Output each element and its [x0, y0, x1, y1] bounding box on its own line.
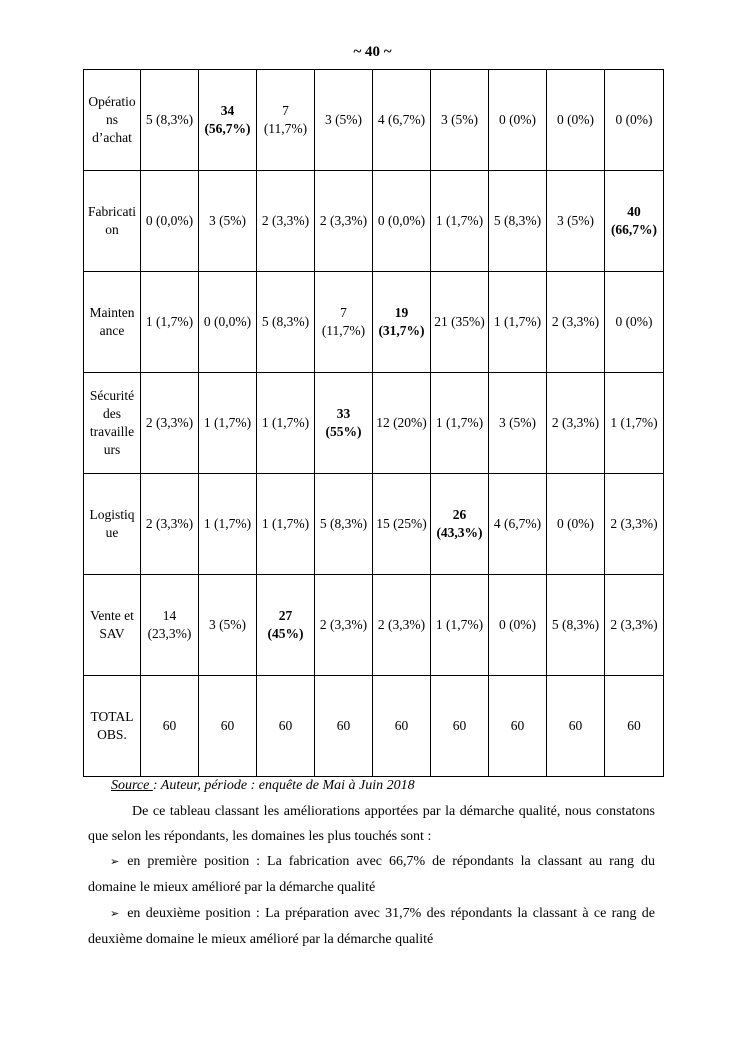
table-cell: 34 (56,7%) [199, 70, 257, 171]
table-cell: 3 (5%) [199, 171, 257, 272]
table-cell: 4 (6,7%) [373, 70, 431, 171]
table-cell: 26 (43,3%) [431, 474, 489, 575]
table-cell: 0 (0%) [489, 575, 547, 676]
source-label: Source [111, 778, 153, 793]
row-label: Vente et SAV [84, 575, 141, 676]
table-cell: 0 (0%) [547, 474, 605, 575]
table-cell: 60 [199, 676, 257, 777]
table-row [84, 373, 664, 474]
table-cell: 0 (0%) [547, 70, 605, 171]
table-row [84, 70, 664, 171]
table-cell: 0 (0%) [605, 70, 664, 171]
table-row [84, 474, 664, 575]
table-cell: 1 (1,7%) [199, 474, 257, 575]
table-cell: 33 (55%) [315, 373, 373, 474]
table-cell: 4 (6,7%) [489, 474, 547, 575]
intro-paragraph: De ce tableau classant les améliorations apportées par la démarche qualité, nous constatons que selon les répondants, les domaines les plus touchés sont : [88, 804, 655, 844]
table-cell: 60 [315, 676, 373, 777]
table-cell: 0 (0,0%) [141, 171, 199, 272]
table-cell: 2 (3,3%) [141, 373, 199, 474]
table-cell: 2 (3,3%) [605, 474, 664, 575]
table-row [84, 171, 664, 272]
table-cell: 0 (0%) [605, 272, 664, 373]
table-row [84, 676, 664, 777]
row-label: Logistique [84, 474, 141, 575]
table-cell: 40 (66,7%) [605, 171, 664, 272]
bullet-first-position [88, 849, 655, 900]
table-cell: 1 (1,7%) [431, 373, 489, 474]
row-label: Sécurité des travailleurs [84, 373, 141, 474]
table-cell: 5 (8,3%) [315, 474, 373, 575]
table-cell: 60 [257, 676, 315, 777]
table-cell: 2 (3,3%) [373, 575, 431, 676]
table-cell: 60 [489, 676, 547, 777]
table-cell: 1 (1,7%) [605, 373, 664, 474]
table-cell: 2 (3,3%) [315, 575, 373, 676]
table-cell: 5 (8,3%) [547, 575, 605, 676]
table-cell: 2 (3,3%) [547, 373, 605, 474]
table-cell: 7 (11,7%) [315, 272, 373, 373]
table-cell: 2 (3,3%) [547, 272, 605, 373]
table-cell: 21 (35%) [431, 272, 489, 373]
table-cell: 2 (3,3%) [605, 575, 664, 676]
bullet-text: en deuxième position : La préparation avec 31,7% des répondants la classant à ce rang de deuxième domaine le mieux amélioré par la démarche qualité [88, 906, 655, 947]
table-cell: 12 (20%) [373, 373, 431, 474]
table-cell: 60 [431, 676, 489, 777]
quality-improvements-table [83, 69, 664, 777]
row-label: Opérations d’achat [84, 70, 141, 171]
table-cell: 27 (45%) [257, 575, 315, 676]
row-label: Fabrication [84, 171, 141, 272]
table-body [84, 70, 664, 777]
bullet-second-position [88, 901, 655, 952]
table-cell: 0 (0,0%) [373, 171, 431, 272]
table-row [84, 575, 664, 676]
bullet-text: en première position : La fabrication avec 66,7% de répondants la classant au rang du domaine le mieux amélioré par la démarche qualité [88, 854, 655, 895]
row-label: TOTAL OBS. [84, 676, 141, 777]
table-cell: 5 (8,3%) [141, 70, 199, 171]
table-cell: 1 (1,7%) [199, 373, 257, 474]
table-cell: 1 (1,7%) [489, 272, 547, 373]
page-number: ~ 40 ~ [353, 44, 392, 60]
table-cell: 5 (8,3%) [257, 272, 315, 373]
table-cell: 3 (5%) [431, 70, 489, 171]
source-text: : Auteur, période : enquête de Mai à Juin 2018 [152, 778, 415, 793]
table-cell: 3 (5%) [199, 575, 257, 676]
table-cell: 3 (5%) [315, 70, 373, 171]
table-cell: 1 (1,7%) [431, 575, 489, 676]
table-cell: 60 [373, 676, 431, 777]
table-row [84, 272, 664, 373]
table-cell: 0 (0%) [489, 70, 547, 171]
table-cell: 0 (0,0%) [199, 272, 257, 373]
table-cell: 2 (3,3%) [141, 474, 199, 575]
table-cell: 3 (5%) [547, 171, 605, 272]
table-cell: 60 [141, 676, 199, 777]
table-source [111, 778, 415, 794]
table-cell: 2 (3,3%) [315, 171, 373, 272]
table-cell: 1 (1,7%) [431, 171, 489, 272]
arrow-bullet-icon: ➢ [110, 908, 120, 920]
table-cell: 1 (1,7%) [257, 373, 315, 474]
table-cell: 1 (1,7%) [141, 272, 199, 373]
table-cell: 14 (23,3%) [141, 575, 199, 676]
table-cell: 19 (31,7%) [373, 272, 431, 373]
table-cell: 60 [605, 676, 664, 777]
table-cell: 5 (8,3%) [489, 171, 547, 272]
table-cell: 1 (1,7%) [257, 474, 315, 575]
table-cell: 7 (11,7%) [257, 70, 315, 171]
table-cell: 3 (5%) [489, 373, 547, 474]
table-cell: 2 (3,3%) [257, 171, 315, 272]
row-label: Maintenance [84, 272, 141, 373]
arrow-bullet-icon: ➢ [110, 856, 120, 868]
table-cell: 15 (25%) [373, 474, 431, 575]
table-cell: 60 [547, 676, 605, 777]
